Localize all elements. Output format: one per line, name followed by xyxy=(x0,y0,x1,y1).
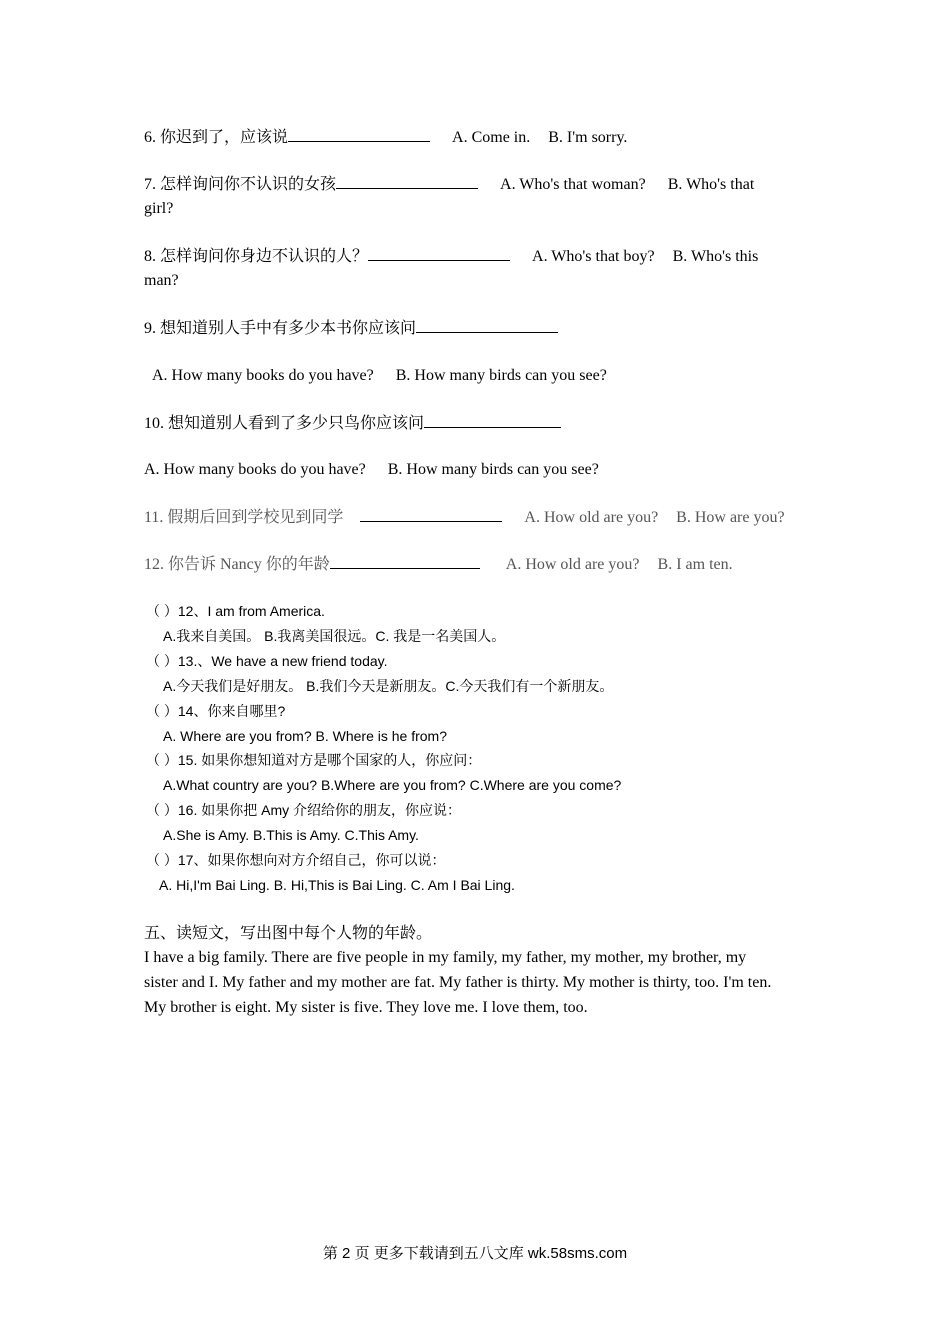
choice-question-options: A.我来自美国。 B.我离美国很远。C. 我是一名美国人。 xyxy=(163,628,506,644)
answer-blank xyxy=(330,554,480,569)
choice-question-stem: （ ）14、你来自哪里? xyxy=(146,703,286,719)
option-a: A. Who's that woman? xyxy=(500,176,646,193)
answer-blank xyxy=(424,413,561,428)
option-a: A. Who's that boy? xyxy=(532,248,655,265)
answer-blank xyxy=(336,174,478,189)
option-a: A. How many books do you have? xyxy=(152,367,374,384)
question-stem: 6. 你迟到了，应该说 xyxy=(144,129,289,146)
question-7 xyxy=(144,174,754,195)
question-stem: 7. 怎样询问你不认识的女孩 xyxy=(144,176,337,193)
question-9 xyxy=(144,318,558,339)
question-stem: 10. 想知道别人看到了多少只鸟你应该问 xyxy=(144,415,425,432)
choice-question-stem: （ ）12、I am from America. xyxy=(146,603,325,619)
question-6 xyxy=(144,127,627,148)
question-stem: 11. 假期后回到学校见到同学 xyxy=(144,509,344,526)
answer-blank xyxy=(416,318,558,333)
option-a: A. How old are you? xyxy=(524,509,659,526)
choice-question-stem: （ ）15. 如果你想知道对方是哪个国家的人，你应问： xyxy=(146,752,482,768)
option-b: B. Who's this xyxy=(672,248,759,265)
reading-paragraph-line: I have a big family. There are five people in my family, my father, my mother, my brother, my xyxy=(144,949,747,966)
question-9-options xyxy=(152,366,607,386)
option-a: A. Come in. xyxy=(452,129,531,146)
option-a: A. How many books do you have? xyxy=(144,461,366,478)
question-11 xyxy=(144,507,785,528)
question-10 xyxy=(144,413,561,434)
question-8 xyxy=(144,246,758,267)
question-stem: 9. 想知道别人手中有多少本书你应该问 xyxy=(144,320,417,337)
question-7-continued: girl? xyxy=(144,200,174,217)
question-8-continued: man? xyxy=(144,272,179,289)
option-b: B. Who's that xyxy=(667,176,755,193)
reading-paragraph-line: sister and I. My father and my mother are fat. My father is thirty. My mother is thirty, too. I'm ten. xyxy=(144,974,772,991)
reading-paragraph-line: My brother is eight. My sister is five. They love me. I love them, too. xyxy=(144,999,588,1016)
option-b: B. How are you? xyxy=(676,509,785,526)
choice-question-options: A. Hi,I'm Bai Ling. B. Hi,This is Bai Ling. C. Am I Bai Ling. xyxy=(159,877,515,893)
answer-blank xyxy=(368,246,510,261)
choice-question-stem: （ ）17、如果你想向对方介绍自己，你可以说： xyxy=(146,852,446,868)
answer-blank xyxy=(288,127,430,142)
choice-question-options: A.今天我们是好朋友。 B.我们今天是新朋友。C.今天我们有一个新朋友。 xyxy=(163,678,614,694)
option-b: B. I'm sorry. xyxy=(548,129,628,146)
option-b: B. How many birds can you see? xyxy=(387,461,599,478)
question-stem: 8. 怎样询问你身边不认识的人？ xyxy=(144,248,369,265)
reading-heading: 五、读短文，写出图中每个人物的年龄。 xyxy=(144,925,433,942)
answer-blank xyxy=(360,507,502,522)
option-a: A. How old are you? xyxy=(505,556,640,573)
choice-question-stem: （ ）16. 如果你把 Amy 介绍给你的朋友，你应说： xyxy=(146,802,462,818)
page-footer: 第 2 页 更多下载请到五八文库 wk.58sms.com xyxy=(322,1245,628,1262)
choice-question-options: A. Where are you from? B. Where is he from? xyxy=(163,728,447,744)
choice-question-options: A.What country are you? B.Where are you from? C.Where are you come? xyxy=(163,777,622,793)
choice-question-options: A.She is Amy. B.This is Amy. C.This Amy. xyxy=(163,827,419,843)
choice-question-stem: （ ）13.、We have a new friend today. xyxy=(146,653,388,669)
option-b: B. I am ten. xyxy=(657,556,733,573)
question-stem: 12. 你告诉 Nancy 你的年龄 xyxy=(144,556,330,573)
question-10-options xyxy=(144,460,599,480)
option-b: B. How many birds can you see? xyxy=(395,367,607,384)
question-12 xyxy=(144,554,733,575)
